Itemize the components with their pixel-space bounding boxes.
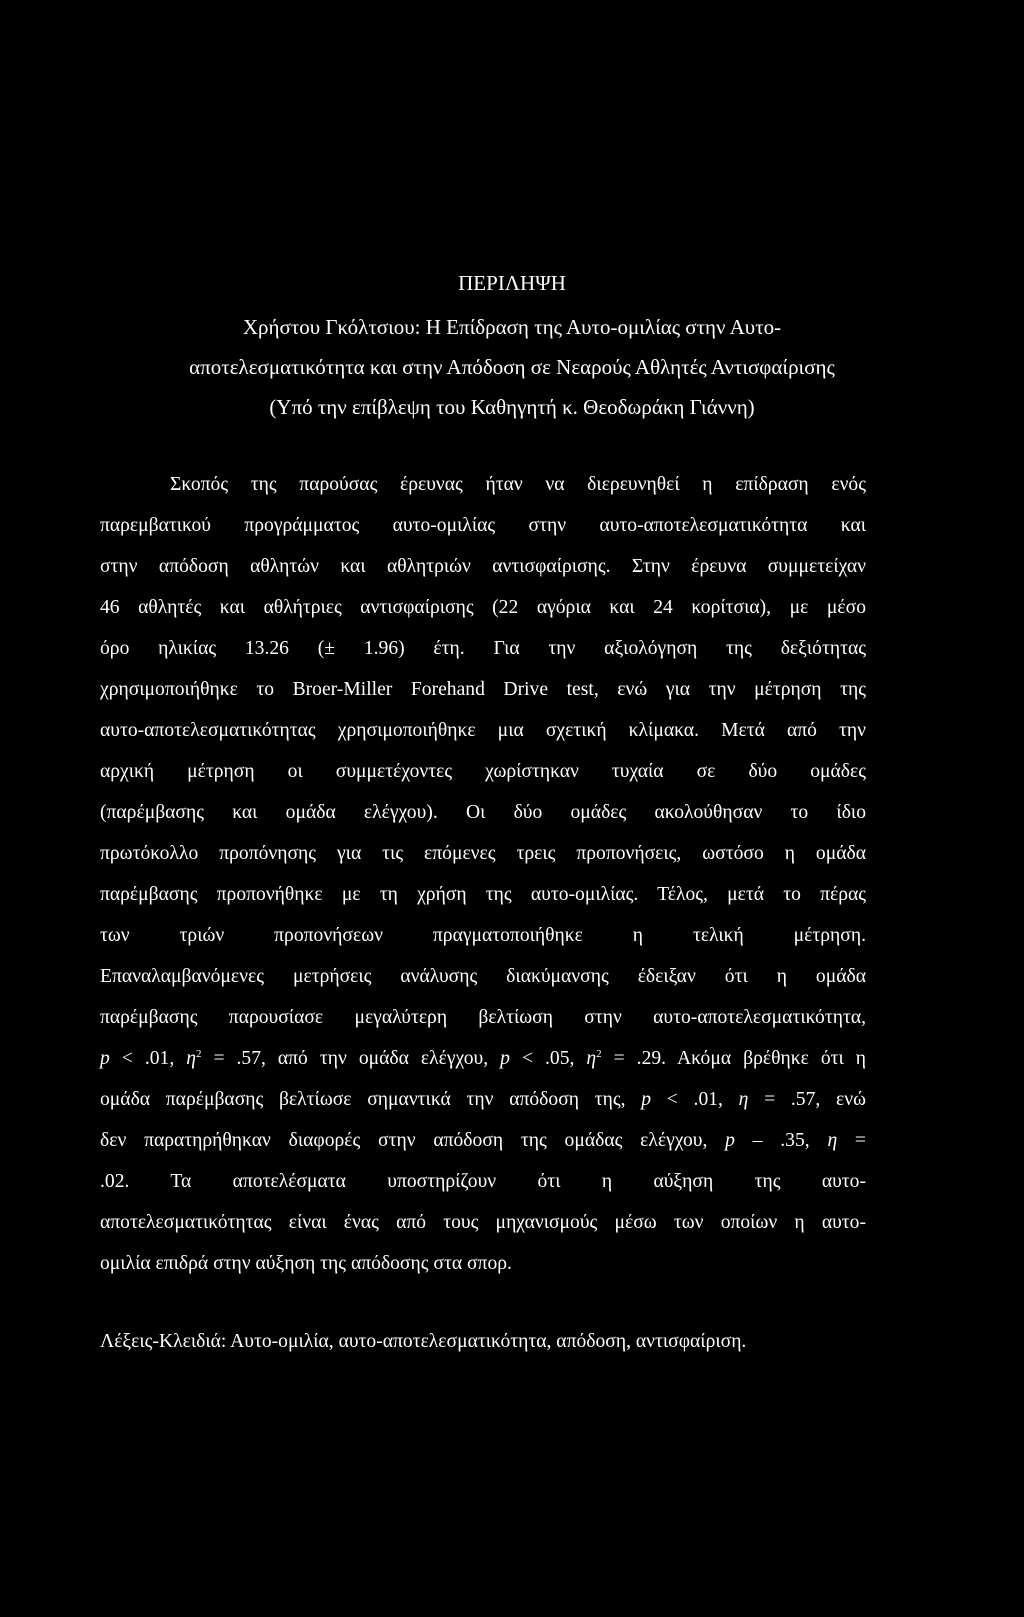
abstract-line-6: χρησιμοποιήθηκε το Broer-Miller Forehand Drive test, ενώ για την μέτρηση της xyxy=(100,679,866,700)
abstract-line-14: παρέμβασης παρουσίασε μεγαλύτερη βελτίωση στην αυτο-αποτελεσματικότητα, xyxy=(100,1007,866,1028)
stat-line-3 xyxy=(100,1128,866,1154)
p-symbol: p xyxy=(500,1048,510,1069)
closing-line-3: ομιλία επιδρά στην αύξηση της απόδοσης στα σπορ. xyxy=(100,1253,512,1274)
p-symbol: p xyxy=(725,1130,735,1151)
stat-text: ομάδα παρέμβασης βελτίωσε σημαντικά την απόδοση της, xyxy=(100,1089,642,1110)
abstract-line-13: Επαναλαμβανόμενες μετρήσεις ανάλυσης διακύμανσης έδειξαν ότι η ομάδα xyxy=(100,966,866,987)
abstract-line-5: όρο ηλικίας 13.26 (± 1.96) έτη. Για την αξιολόγηση της δεξιότητας xyxy=(100,638,866,659)
stat-text: < .01, xyxy=(109,1048,187,1069)
eta-superscript: 2 xyxy=(596,1048,602,1060)
abstract-line-7: αυτο-αποτελεσματικότητας χρησιμοποιήθηκε μια σχετική κλίμακα. Μετά από την xyxy=(100,720,866,741)
abstract-line-11: παρέμβασης προπονήθηκε με τη χρήση της αυτο-ομιλίας. Τέλος, μετά το πέρας xyxy=(100,884,866,905)
abstract-line-8: αρχική μέτρηση οι συμμετέχοντες χωρίστηκαν τυχαία σε δύο ομάδες xyxy=(100,761,866,782)
stat-line-2 xyxy=(100,1087,866,1113)
abstract-line-9: (παρέμβασης και ομάδα ελέγχου). Οι δύο ομάδες ακολούθησαν το ίδιο xyxy=(100,802,866,823)
keywords-line: Λέξεις-Κλειδιά: Αυτο-ομιλία, αυτο-αποτελεσματικότητα, απόδοση, αντισφαίριση. xyxy=(100,1331,747,1352)
abstract-line-4: 46 αθλητές και αθλήτριες αντισφαίρισης (22 αγόρια και 24 κορίτσια), με μέσο xyxy=(100,597,866,618)
title-line-3: (Υπό την επίβλεψη του Καθηγητή κ. Θεοδωράκη Γιάννη) xyxy=(269,395,755,419)
eta-symbol: η xyxy=(586,1048,597,1069)
eta-superscript: 2 xyxy=(195,1048,202,1060)
stat-text: = .57, ενώ xyxy=(748,1089,867,1110)
p-symbol: p xyxy=(641,1089,652,1110)
abstract-line-12: των τριών προπονήσεων πραγματοποιήθηκε η τελική μέτρηση. xyxy=(100,925,866,946)
stat-text: = .57, από την ομάδα ελέγχου, xyxy=(201,1048,501,1069)
stat-text: δεν παρατηρήθηκαν διαφορές στην απόδοση της ομάδας ελέγχου, xyxy=(100,1130,726,1151)
abstract-line-1: Σκοπός της παρούσας έρευνας ήταν να διερευνηθεί η επίδραση ενός xyxy=(170,474,866,495)
stat-text: = xyxy=(837,1130,866,1151)
abstract-line-3: στην απόδοση αθλητών και αθλητριών αντισφαίρισης. Στην έρευνα συμμετείχαν xyxy=(100,556,866,577)
closing-line-2: αποτελεσματικότητας είναι ένας από τους μηχανισμούς μέσω των οποίων η αυτο- xyxy=(100,1212,866,1233)
page-heading: ΠΕΡΙΛΗΨΗ xyxy=(458,271,566,295)
stat-text: = .29. Ακόμα βρέθηκε ότι η xyxy=(601,1048,867,1069)
stat-line-1 xyxy=(100,1046,866,1072)
title-line-2: αποτελεσματικότητα και στην Απόδοση σε Νεαρούς Αθλητές Αντισφαίρισης xyxy=(189,355,835,379)
title-line-1: Χρήστου Γκόλτσιου: Η Επίδραση της Αυτο-ομιλίας στην Αυτο- xyxy=(242,315,782,339)
closing-line-1: .02. Τα αποτελέσματα υποστηρίζουν ότι η αύξηση της αυτο- xyxy=(100,1171,866,1192)
p-symbol: p xyxy=(100,1048,110,1069)
eta-symbol: η xyxy=(827,1130,838,1151)
stat-text: < .05, xyxy=(509,1048,587,1069)
eta-symbol: η xyxy=(186,1048,196,1069)
eta-symbol: η xyxy=(738,1089,749,1110)
stat-text: < .01, xyxy=(651,1089,739,1110)
abstract-line-10: πρωτόκολλο προπόνησης για τις επόμενες τρεις προπονήσεις, ωστόσο η ομάδα xyxy=(100,843,866,864)
abstract-line-2: παρεμβατικού προγράμματος αυτο-ομιλίας στην αυτο-αποτελεσματικότητα και xyxy=(100,515,866,536)
stat-text: – .35, xyxy=(734,1130,828,1151)
